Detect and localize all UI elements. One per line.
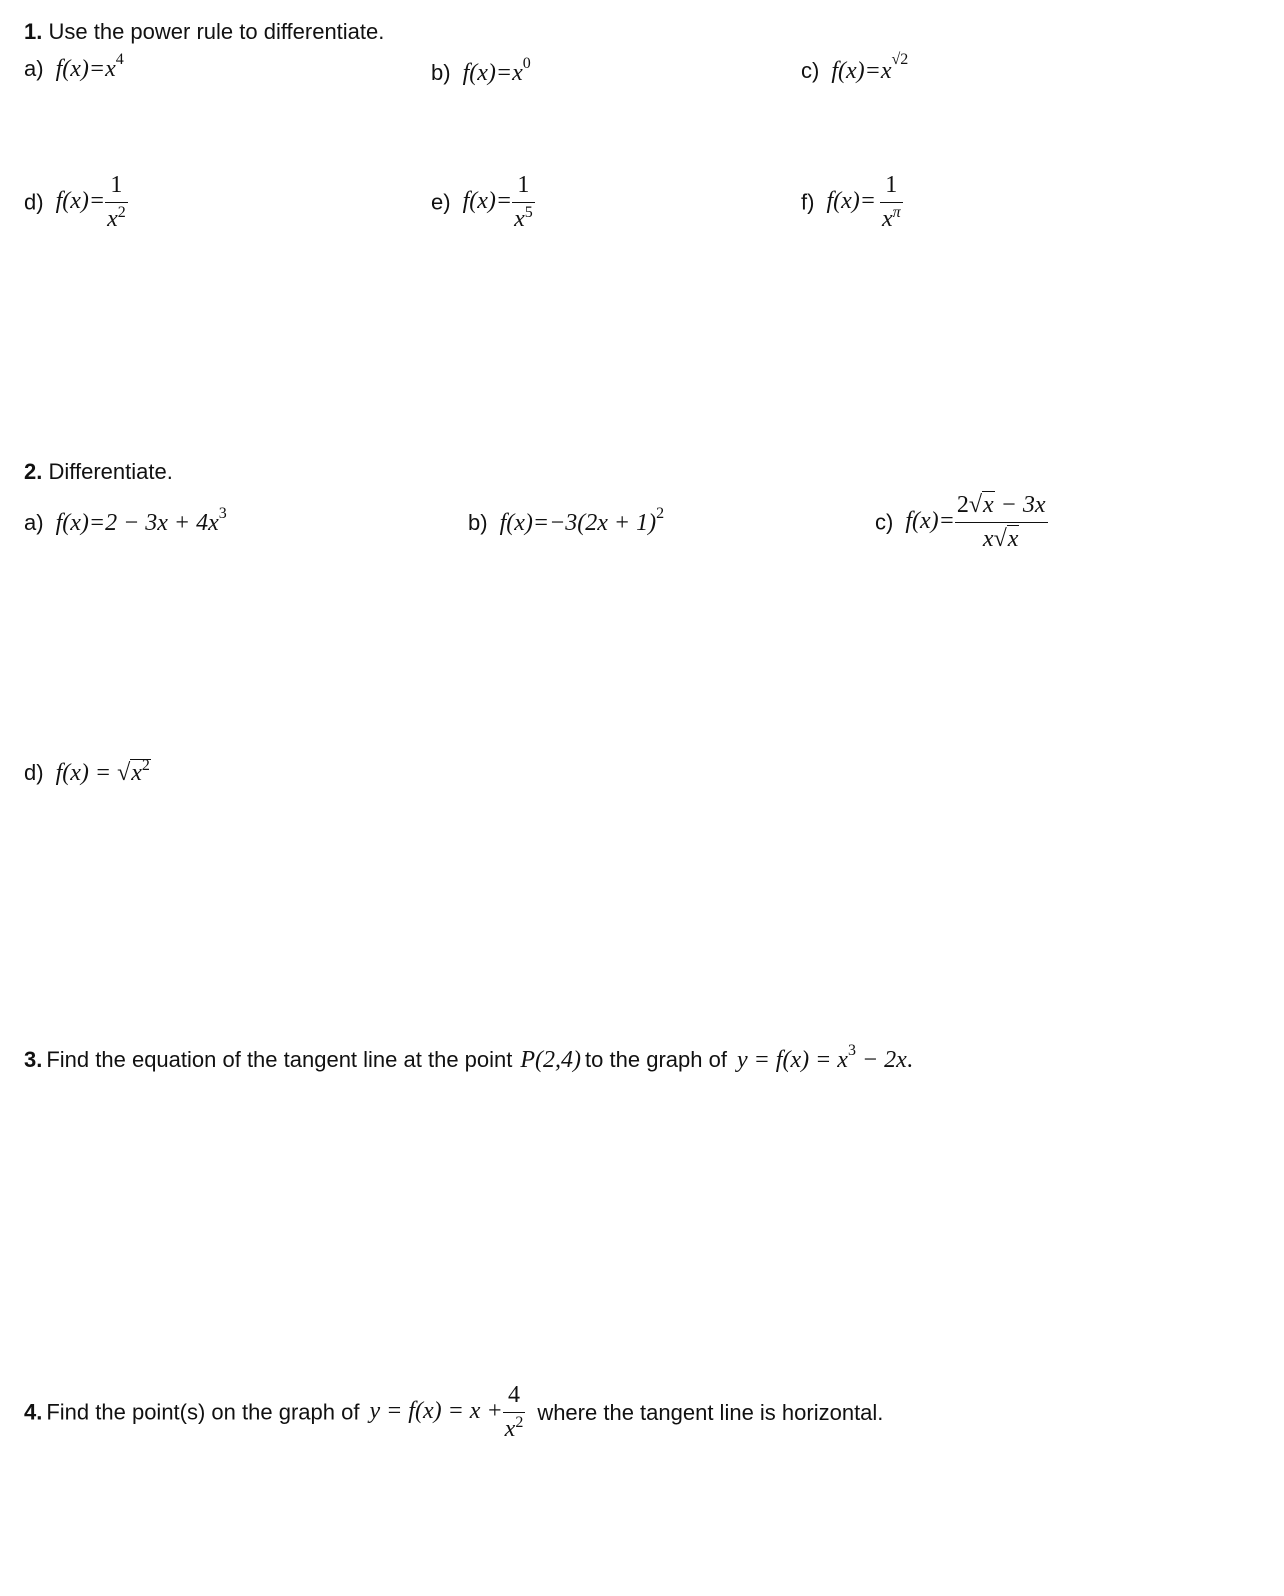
part-label: e): [431, 189, 451, 215]
equation: f(x)= $\frac{1}{x^5}$: [462, 172, 533, 232]
equation: f(x)= $\frac{1}{x^\pi}$: [826, 172, 901, 232]
part-label: c): [875, 509, 894, 535]
equation: $f(x)=x^0$: [462, 55, 531, 86]
problem-4-text-before: Find the point(s) on the graph of: [46, 1399, 360, 1425]
problem-3-period: .: [906, 1047, 913, 1073]
problem-2-instruction: Differentiate.: [48, 459, 173, 484]
problem-4-equation: y = f(x) = x + $\frac{4}{x^2}$: [369, 1382, 524, 1442]
problem-1d: [24, 172, 128, 233]
problem-3-text-before: Find the equation of the tangent line at the point: [46, 1047, 513, 1072]
equation: $f(x)=x^{√2}$: [831, 51, 909, 84]
problem-1b: [431, 55, 531, 87]
problem-1f: [801, 172, 903, 233]
problem-1c: [801, 51, 909, 85]
problem-1-heading: [24, 19, 384, 45]
problem-2b: [468, 505, 665, 537]
problem-2c: [875, 492, 1048, 553]
problem-1a: [24, 51, 124, 83]
problem-1-number: 1.: [24, 19, 43, 44]
problem-3-text-middle: to the graph of: [585, 1047, 727, 1072]
problem-1e: [431, 172, 535, 233]
problem-3: [24, 1042, 913, 1074]
problem-3-number: 3.: [24, 1047, 43, 1072]
part-label: a): [24, 510, 44, 535]
problem-4-number: 4.: [24, 1399, 43, 1425]
equation: $f(x)=2 - 3x + 4x^3$: [55, 505, 227, 536]
part-label: b): [431, 60, 451, 85]
problem-4-text-after: where the tangent line is horizontal.: [537, 1399, 884, 1425]
part-label: f): [801, 189, 815, 215]
part-label: d): [24, 189, 44, 215]
problem-4: [24, 1382, 883, 1443]
problem-2d: [24, 757, 151, 787]
problem-2-heading: [24, 459, 173, 485]
part-label: b): [468, 510, 488, 535]
part-label: c): [801, 58, 820, 83]
equation: f(x)= $\frac{1}{x^2}$: [55, 172, 126, 232]
equation: $f(x)=-3(2x + 1)^2$: [499, 505, 665, 536]
equation: $f(x)=x^4$: [55, 51, 124, 82]
equation: $f(x) = √x^2$: [55, 757, 150, 786]
problem-3-equation: $y = f(x) = x^3 - 2x$: [736, 1042, 907, 1073]
problem-2-number: 2.: [24, 459, 43, 484]
part-label: a): [24, 56, 44, 81]
equation: f(x)= $\frac{2√x - 3x}{x√x}$: [905, 492, 1046, 552]
problem-2a: [24, 505, 227, 537]
point-label: P(2,4): [520, 1047, 582, 1073]
part-label: d): [24, 760, 44, 785]
problem-1-instruction: Use the power rule to differentiate.: [48, 19, 385, 44]
